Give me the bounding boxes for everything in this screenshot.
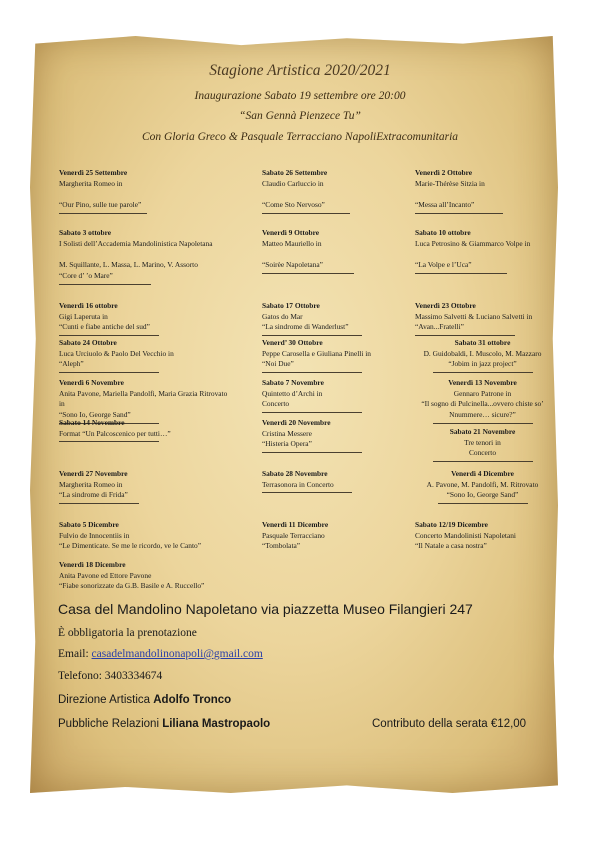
event-line: D. Guidobaldi, I. Muscolo, M. Mazzaro: [423, 348, 542, 358]
event-line: “Il Natale a casa nostra”: [415, 541, 487, 551]
event-entry: [262, 228, 407, 274]
event-line: [59, 249, 234, 260]
event-date: Venerdì 23 Ottobre: [415, 301, 476, 310]
email-label: Email:: [58, 648, 92, 660]
artistic-direction: [58, 694, 231, 706]
event-line: “Sono Io, George Sand”: [446, 490, 519, 500]
event-line: [415, 249, 550, 260]
event-entry: [262, 378, 407, 413]
event-line: “Fiabe sonorizzate da G.B. Basile e A. Ruccello”: [59, 581, 205, 591]
event-line: [59, 189, 234, 200]
public-relations: [58, 718, 270, 730]
event-divider: [438, 503, 528, 504]
event-line: [262, 189, 407, 200]
event-date: Sabato 26 Settembre: [262, 168, 328, 177]
event-line: Massimo Salvetti & Luciano Salvetti in: [415, 311, 533, 321]
event-date: Sabato 12/19 Dicembre: [415, 520, 488, 529]
event-line: “Noi Due”: [262, 359, 294, 369]
email-line: [58, 648, 263, 660]
event-divider: [59, 372, 159, 373]
event-date: Sabato 7 Novembre: [262, 378, 324, 387]
event-line: Gigi Laperuta in: [59, 311, 108, 321]
event-line: “La sindrome di Frida”: [59, 490, 128, 500]
booking-note: È obbligatoria la prenotazione: [58, 627, 197, 639]
event-line: Luca Petrosino & Giammarco Volpe in: [415, 238, 531, 248]
event-date: Venerdì 25 Settembre: [59, 168, 128, 177]
event-date: Sabato 10 ottobre: [415, 228, 471, 237]
event-date: Sabato 5 Dicembre: [59, 520, 119, 529]
event-entry: [59, 228, 234, 285]
event-date: Venerdì 18 Dicembre: [59, 560, 126, 569]
event-entry: [59, 168, 234, 214]
event-line: I Solisti dell’Accademia Mandolinistica Napoletana: [59, 238, 213, 248]
event-line: Cristina Messere: [262, 428, 312, 438]
event-line: Luca Urciuolo & Paolo Del Vecchio in: [59, 348, 174, 358]
direction-label: Direzione Artistica: [58, 694, 154, 706]
event-divider: [262, 335, 362, 336]
venue-address: Casa del Mandolino Napoletano via piazzetta Museo Filangieri 247: [58, 601, 473, 617]
event-divider: [262, 372, 362, 373]
event-line: “La sindrome di Wanderlust”: [262, 322, 349, 332]
event-date: Venerdì 20 Novembre: [262, 418, 331, 427]
event-line: “Le Dimenticate. Se me le ricordo, ve le Canto”: [59, 541, 202, 551]
pr-name: Liliana Mastropaolo: [162, 718, 271, 730]
event-line: “Our Pino, sulle tue parole”: [59, 200, 142, 210]
event-entry: [415, 520, 550, 552]
event-line: Gatos do Mar: [262, 311, 303, 321]
event-line: [262, 249, 407, 260]
event-line: Anita Pavone ed Ettore Pavone: [59, 570, 152, 580]
event-line: “Sono Io, George Sand”: [59, 410, 131, 420]
event-line: Gennaro Patrone in: [453, 388, 512, 398]
event-line: Margherita Romeo in: [59, 178, 123, 188]
event-entry: [262, 338, 407, 373]
event-line: Concerto: [468, 448, 497, 458]
inauguration-show-title: “San Gennà Pienzece Tu”: [239, 110, 361, 122]
event-date: Sabato 17 Ottobre: [262, 301, 320, 310]
event-line: A. Pavone, M. Pandolfi, M. Ritrovato: [426, 479, 539, 489]
event-date: Sabato 28 Novembre: [262, 469, 328, 478]
event-entry: [262, 168, 407, 214]
event-line: “La Volpe e l’Uca”: [415, 260, 472, 270]
event-entry: [262, 469, 407, 493]
direction-name: Adolfo Tronco: [153, 694, 232, 706]
phone-number: Telefono: 3403334674: [58, 670, 163, 682]
event-date: Sabato 14 Novembre: [59, 418, 125, 427]
event-line: “Soirèe Napoletana”: [262, 260, 323, 270]
event-line: Concerto Mandolinisti Napoletani: [415, 530, 516, 540]
event-line: Fulvio de Innocentiis in: [59, 530, 130, 540]
event-divider: [433, 372, 533, 373]
event-line: Marie-Thérèse Sitzia in: [415, 178, 485, 188]
event-entry: [262, 418, 407, 453]
event-divider: [415, 213, 503, 214]
event-date: Sabato 3 ottobre: [59, 228, 112, 237]
event-divider: [59, 213, 147, 214]
event-entry: [415, 228, 550, 274]
event-line: Format “Un Palcoscenico per tutti…”: [59, 428, 171, 438]
event-divider: [59, 284, 151, 285]
event-date: Venerdì 13 Novembre: [448, 378, 517, 387]
event-date: Venerdì 27 Novembre: [59, 469, 128, 478]
email-link[interactable]: casadelmandolinonapoli@gmail.com: [91, 648, 263, 660]
event-line: “Tombolata”: [262, 541, 301, 551]
event-date: Venerdì 11 Dicembre: [262, 520, 329, 529]
inauguration-line: Inaugurazione Sabato 19 settembre ore 20:00: [194, 90, 406, 102]
event-date: Venerdì 9 Ottobre: [262, 228, 320, 237]
event-entry: [59, 301, 234, 336]
event-line: Pasquale Terracciano: [262, 530, 325, 540]
pr-label: Pubbliche Relazioni: [58, 718, 163, 730]
event-line: Tre tenori in: [464, 437, 501, 447]
event-entry: [59, 469, 234, 504]
event-divider: [262, 492, 352, 493]
event-entry: [415, 301, 550, 336]
evening-fee: Contributo della serata €12,00: [372, 718, 527, 730]
event-line: Matteo Mauriello in: [262, 238, 322, 248]
event-divider: [415, 335, 515, 336]
event-divider: [59, 503, 139, 504]
event-entry: [59, 338, 234, 373]
event-entry: [415, 469, 550, 504]
event-line: “Cunti e fiabe antiche del sud”: [59, 322, 150, 332]
event-divider: [433, 423, 533, 424]
event-date: Venerdì 4 Dicembre: [451, 469, 514, 478]
event-divider: [262, 273, 354, 274]
event-date: Venerdì 2 Ottobre: [415, 168, 473, 177]
event-divider: [262, 412, 362, 413]
event-line: Quintetto d’Archi in: [262, 388, 323, 398]
event-line: Nnummere… sicure?”: [449, 410, 516, 420]
event-entry: [59, 520, 234, 552]
event-line: Anita Pavone, Mariella Pandolfi, Maria Grazia Ritrovato in: [59, 388, 228, 409]
event-line: Concerto: [262, 399, 290, 409]
event-line: “Histeria Opera”: [262, 439, 312, 449]
event-date: Sabato 24 Ottobre: [59, 338, 117, 347]
event-line: Terrasonora in Concerto: [262, 479, 334, 489]
event-divider: [433, 461, 533, 462]
event-line: “Core d’ ’o Mare”: [59, 270, 113, 280]
event-date: Venerdì 16 ottobre: [59, 301, 118, 310]
event-entry: [415, 168, 550, 214]
event-entry: [262, 301, 407, 336]
event-line: “Messa all’Incanto”: [415, 200, 475, 210]
event-line: “Il sogno di Pulcinella...ovvero chiste so’: [421, 399, 544, 409]
event-divider: [59, 441, 159, 442]
event-line: “Jobim in jazz project”: [448, 359, 517, 369]
inauguration-guests: Con Gloria Greco & Pasquale Terracciano NapoliExtracomunitaria: [141, 131, 459, 143]
event-divider: [415, 273, 507, 274]
event-entry: [415, 378, 550, 424]
event-line: Claudio Carluccio in: [262, 178, 324, 188]
event-entry: [415, 338, 550, 373]
event-entry: [59, 560, 234, 592]
event-date: Sabato 21 Novembre: [449, 427, 516, 436]
event-line: [415, 189, 550, 200]
event-date: Venerd’ 30 Ottobre: [262, 338, 323, 347]
event-line: “Avan...Fratelli”: [415, 322, 464, 332]
event-date: Venerdì 6 Novembre: [59, 378, 124, 387]
event-line: “Aleph”: [59, 359, 84, 369]
event-entry: [415, 427, 550, 462]
event-divider: [262, 213, 350, 214]
season-title: Stagione Artistica 2020/2021: [209, 62, 391, 79]
event-line: Peppe Carosella e Giuliana Pinelli in: [262, 348, 371, 358]
event-date: Sabato 31 ottobre: [454, 338, 511, 347]
event-entry: [262, 520, 407, 552]
event-divider: [59, 335, 159, 336]
event-line: “Come Sto Nervoso”: [262, 200, 325, 210]
event-entry: [59, 418, 234, 442]
event-divider: [262, 452, 362, 453]
event-line: M. Squillante, L. Massa, L. Marino, V. Assorto: [59, 260, 198, 270]
event-line: Margherita Romeo in: [59, 479, 123, 489]
